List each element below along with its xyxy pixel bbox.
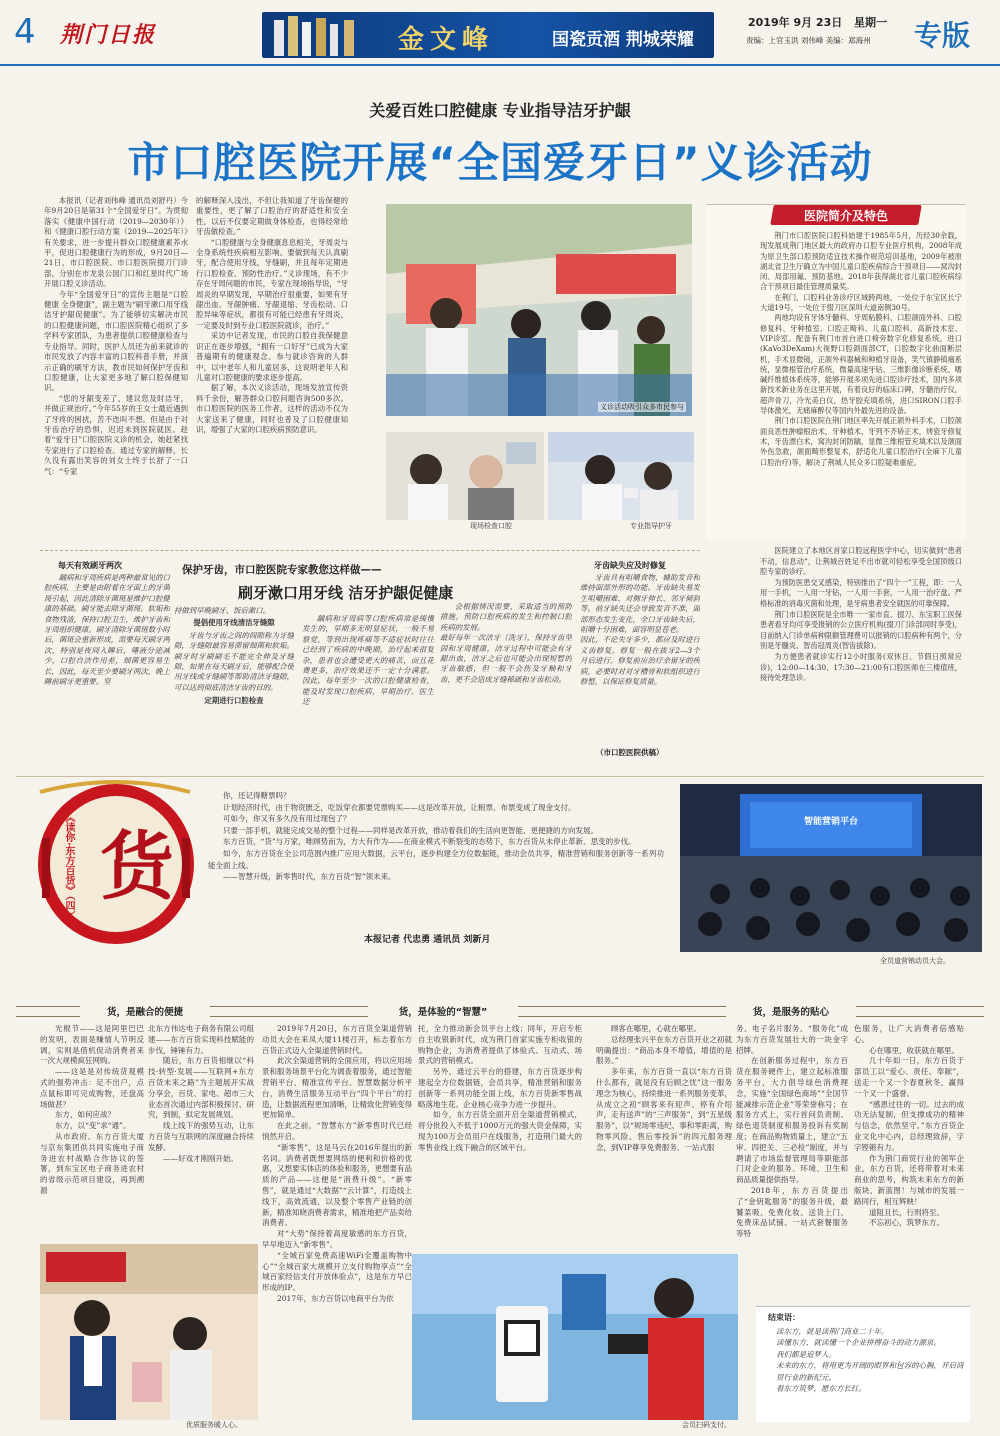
paragraph: 在创新服务过程中，东方百货在服务硬件上，建立起标准服务平台，大力倡导绿色消费理念，实施“全国绿色商场”“全国节能减排示范企业”等荣誉称号；在服务方式上，实行首问负责制、绿色退货制度和服务投诉有奖制度；在商品购物质量上，建立“五审、四把关、三必检”制度，并与聘请了市场监督管理局等职能部门对企业的服务、环境、卫生和商品质量提供指导。	[736, 1056, 848, 1185]
paragraph: 的解释深入浅出，不但让我知道了牙齿保健的重要性，更了解了口腔治疗的舒适性和安全性，以后不仅要定期做身体检查，也得经常给牙齿做检查。”	[196, 196, 348, 237]
epilogue-line: 读懂东方，就读懂一个企业拼搏奋斗的动力源泉。	[776, 1338, 941, 1348]
body-column-6	[736, 1024, 848, 1314]
paragraph: 几十年如一日，东方百货于部员工以“爱心、责任、奉献”，送走一个又一个春夏秋冬，赢得一个又一个盛誉。	[854, 1056, 964, 1098]
section-divider	[16, 776, 984, 777]
hospital-intro-text	[760, 231, 962, 539]
byline: 本报记者 代忠勇 通讯员 刘新月	[364, 935, 491, 945]
screen-text: 智能营销平台	[803, 817, 858, 827]
advert-brand: 金文峰	[398, 25, 495, 55]
paragraph: “您的牙龈变差了，建议您及时洁牙，并做正规治疗。”今年55岁的王女士最近遇到了牙疼的困扰，苦不迭叫不想。但是由于对牙齿治疗的恐惧，迟迟未到医院就医。趁着“爱牙日”口腔医院义诊的机会，她赶紧找专家进行了口腔检查。通过专家的解释，长久没有露出笑容的刘女士终于长舒了一口气：“专家	[44, 393, 188, 476]
newspaper-logo: 荆门日报	[60, 22, 157, 48]
paragraph: ——好戏才刚刚开始。	[163, 1153, 238, 1163]
paragraph: 牙齿与牙齿之间的间隙称为牙缝隙，牙缝隙最容易滞留细菌和软垢。刷牙时牙刷刷毛不能完全伸及牙缝隙，如果在每天刷牙后，能够配合使用牙线或牙缝刷等帮助清洁牙缝隙，可以达到彻底清洁牙齿的目的。	[174, 630, 294, 692]
paragraph: 北东方伟达电子商务有限公司组建——东方百货实现科技赋能的步伐，锤锤有力。	[148, 1024, 254, 1055]
big-character: 货	[100, 824, 174, 910]
paragraph: 多年来，东方百货一直以“东方百货什么都有，就是没有后顾之忧”这一服务理念为核心，持续推进一系列服务变革，从成立之初“顾客来有迎声、停有介绍声，走有送声”的“三声服务”，到“五星级服务”，以“规场零违纪、事和零距离，购物零风险、售后零投诉”的四元服务理念，到VIP尊享免费服务、一站式服	[596, 1067, 732, 1152]
body-column-4	[418, 1024, 582, 1250]
hospital-intro-title-text: 医院简介及特色	[803, 209, 888, 223]
body-column-2	[148, 1024, 254, 1242]
masthead	[0, 0, 1000, 66]
lead-line: 东方百货，“货”与万家，唯顾势而为，方大有作为——在商业模式不断裂变的态势下，东方百货从未停止革新、思变的步伐。	[223, 837, 636, 847]
epilogue-line: 看东方筑梦，愿东方长红。	[776, 1384, 866, 1394]
date: 2019年 9月 23日	[748, 16, 843, 29]
bottles-image	[264, 12, 384, 58]
article-kicker: 关爱百姓口腔健康 专业指导洁牙护龈	[369, 101, 631, 120]
paragraph: 本报讯（记者刘伟峰 通讯员刘舒丹）今年9月20日是第31个“全国爱牙日”。为贯彻落实《健康中国行动（2019—2030年）》和《健康口腔行动方案（2019—2025年）》有关要求，进一步提升群众口腔健康素养水平，促进口腔健康行为的形成，9月20日—21日，市口腔医院、市口腔医院掇刀门诊部，分别在市龙泉公园门口和红星时代广场开展口腔义诊活动。	[44, 196, 188, 289]
paragraph: 荆门市口腔医院口腔科始建于1985年5月，历经30余载，现发展成荆门地区最大的政府办口腔专业医疗机构，2008年成为原卫生部口腔预防适宜技术操作规范培训基地，2009年被原湖北省卫生厅确立为中国儿童口腔疾病综合干预项目——窝沟封闭、局部用氟、预防基地。2018年获得湖北省儿童口腔疾病综合干预项目最佳管理质量奖。	[760, 231, 962, 292]
paragraph: 此次全渠道营销的全面应用，将以应用场景和服务场景平台化为调查着服务，通过智能营销平台、精准宣传平台、智慧数据分析平台，消费生活服务互动平台“四个平台”的打造，让数据流程更加清晰，让精致化营销变得更加简单。	[262, 1056, 412, 1120]
photo-caption: 现场检查口腔	[470, 522, 512, 530]
paragraph: 对“大势”保持着高度敏感的东方百货，早早地迈入“新零售”。	[262, 1229, 412, 1249]
editors: 责编：上官玉洪 刘伟峰 美编：郑海州	[746, 36, 871, 45]
paragraph: 务、电子名片服务、“服务化”成为东方百货发展壮大的一块金字招牌。	[736, 1024, 848, 1055]
paragraph: 东方，如何应战？	[55, 1110, 115, 1120]
paragraph: 如今，东方百货全面开启全渠道营销模式，将分批投入不低于1000万元的强大资金保障，实现为100万会员用户在线服务，打造荆门最大的零售业线上线下融合的区域平台。	[418, 1110, 582, 1152]
paragraph: “口腔健康与全身健康息息相关，牙周炎与全身系统性疾病相互影响。要做到每天认真刷牙，配合使用牙线，牙缝刷，并且每年定期进行口腔检查、预防性治疗。”义诊现场，有不少存在牙周问题的市民，专家在现场指导说，“牙周炎的早期发现，早期治疗很重要，如果有牙龈出血、牙龈肿痛、牙龈退缩、牙齿松动、口腔异味等症状，都很有可能已经患有牙周炎，一定要及时到专业口腔医院就诊，治疗。”	[196, 237, 348, 330]
paragraph: 两地均设有牙体牙髓科、牙周粘膜科、口腔颌面外科、口腔修复科、牙种植室、口腔正畸科、儿童口腔科、高新技术室、VIP诊室。配备有荆门市首台进口椅旁数字化修复系统，进口(KaVo3DeXam)大视野口腔颌面部CT，口腔数字化曲面断层机，手术显微镜，正颌外科器械和种植牙设备，笑气镇静镇痛系统，显微根管治疗系统，微量高速牙钻、三维影像诊断系统、嗜碱纤维植体系统等，能够开展多项先进口腔诊疗技术，国内多项新技术新业务在这里开展，有着良好的临床口碑，牙髓治疗仪，超声骨刀，冷光美白仪，热牙胶充填系统，进口SIRON口腔手导体激光，无痛麻醉仪等国内外最先进的设备。	[760, 313, 962, 416]
paragraph: 为预防医患交叉感染，特别推出了“四个一”工程，即：一人用一手机，一人用一牙钻，一人用一手套，一人用一治疗盘。严格标准的消毒灭菌和处理，是牙病患者安全就医的可靠保障。	[760, 577, 962, 608]
paragraph: 另外，通过云平台的搭建，东方百货逐步构建起全方位数据链，会员共享，精准营销和服务创新等一系列功能全面上线，东方百货新零售战略落地生花。企业核心竞争力进一步提升。	[418, 1067, 582, 1109]
paragraph: 从市政府、东方百货大厦与京东集团供共同实施电子商务进农村战略合作协议的签署，到东宝区电子商务进农村的省级示范项目建设，再到溯源	[40, 1131, 144, 1195]
hospital-intro-text-cont	[760, 546, 962, 766]
photo-clinic-event	[386, 204, 692, 416]
lead-line: 你，还记得糖票吗？	[223, 791, 291, 800]
lead-line: 计划经济时代，由于物资匮乏，吃饭穿衣都要凭票购买——这是改革开放，让粮票、布票变成了现金支付。	[223, 802, 576, 812]
photo-caption: 优质服务暖人心。	[186, 1421, 242, 1429]
paragraph: 作为荆门商贸行业的领军企业，东方百货，还将带着对未来商业的思考，构筑未来东方的新版块、新蓝图！与城市的发展一路同行，相互辉映！	[854, 1153, 964, 1206]
divider	[40, 550, 700, 551]
paragraph: 色服务，让广大消费者倍感贴心。	[854, 1024, 964, 1044]
section-label: 专版	[914, 19, 971, 52]
paragraph: “感恩过往的一切。过去的成功无法复制，但支撑成功的精神与信念，依然坚守。”东方百货企业文化中心内，总经理致辞，字字铿锵有力。	[854, 1099, 964, 1152]
lead-line: 可如今，你又有多久没有用过现包了？	[223, 814, 351, 824]
tips-column-1	[174, 606, 294, 762]
body-column-7	[854, 1024, 964, 1300]
body-column-1	[40, 1024, 144, 1242]
paragraph: 总经理张兴平在东方百货开业之初就明确提出：“商品本身不增值，增值的是服务。”	[596, 1034, 732, 1066]
article-headline: 市口腔医院开展“全国爱牙日”义诊活动	[127, 138, 873, 187]
epilogue-line: 我们都是追梦人。	[776, 1349, 836, 1359]
tips-column-3: 会根据情况需要，采取适当的预防措施，预防口腔疾病的发生和控制口腔疾病的发展。 最好每年一次洁牙（洗牙），保持牙齿坚固和牙周健康，洁牙过程中可能会有牙龈出血，洁牙之后也可能会出现短暂的牙齿敏感，但一般不会伤及牙釉和牙齿，更不会造成牙缝稀疏和牙齿松动。	[440, 602, 572, 684]
paragraph: 持做到早晚刷牙、饭后漱口。	[174, 606, 271, 615]
lead-line: 如今，东方百货在全公司范围内推广应用大数据，云平台，逐步构建全方位数据链，推动会员共享，精准营销和服务创新等一系列功能全面上线。	[208, 848, 664, 870]
tips-source: （市口腔医院供稿）	[596, 748, 664, 757]
advert-slogan: 国瓷贡酒 荆城荣耀	[552, 30, 694, 50]
photo-caption: 会员扫码支付。	[682, 1421, 731, 1429]
photo-brushing-demo	[548, 432, 694, 520]
paragraph: 线上线下的强势互动，让东方百货与互联网的深度融合持续发酵。	[148, 1121, 254, 1152]
tip-repair-text: 牙齿具有咀嚼食物、辅助发音和维持面部外形的功能。牙齿缺失易发生咀嚼困难、对侧牙伸长、邻牙倾斜等。前牙缺失还会导致发音不准，面部形态发生变化，全口牙齿缺失后，咀嚼十分困难，面容明显苍老。 因此，不论失牙多少，都应及时进行义齿修复。修复一般在拔牙2—3个月后进行。修复前应治疗余留牙的疾病，必要时对对牙槽骨和软组织进行修整，以保证修复质量。	[580, 573, 700, 687]
paragraph: 为方便患者就诊实行12小时服务(双休日、节假日照常应诊)，12:00—14:30、17:30—21:00有口腔医师在三楼值班，接待处理急诊。	[760, 651, 962, 683]
lead-paragraphs	[208, 790, 664, 924]
advert-banner	[262, 12, 714, 58]
paragraph: 在荆门，口腔科业务诊疗区域跨两地，一处位于东宝区长宁大道19号，一处位于掇刀区深圳大道南侧30号。	[760, 292, 962, 313]
epilogue-line: 未来的东方，将用更为开阔的眼界和包容的心胸，开启商贸行业的新纪元。	[776, 1361, 964, 1382]
tips-kicker: 保护牙齿，市口腔医院专家教您这样做——	[182, 564, 382, 576]
paragraph: 托，全力推动新会员平台上线；同年，开启专柜自主收银新时代，成为荆门首家实施专柜收银的购物企业，为消费者提供了体验式、互动式、场景式的营销模式。	[418, 1024, 582, 1066]
lead-line: 只要一部手机，就能完成交易的整个过程——同样是改革开放，推动着我们的生活向更智能、更便捷的方向发展。	[223, 825, 598, 835]
photo-caption: 专业指导护牙	[630, 522, 672, 530]
paragraph: 东方，以“变”求“通”。	[55, 1121, 131, 1131]
paragraph: 心在哪里，收获就在哪里。	[869, 1045, 959, 1055]
paragraph: “新零售”，这是马云在2016年提出的新名词。消费者既想要网络的便利和价格的优惠，又想要实体店的体验和服务，更想要有品质的产品——这便是“消费升级”。“新零售”，就是通过“大数据”“云计算”，打造线上线下，高效流通，以及整个零售产业链的创新，精准知晓消费者需求，精准地把产品卖给消费者。	[262, 1142, 412, 1228]
paragraph: 荆门市口腔医院是全市唯一一家市直、掇刀、东宝职工医保患者看牙均可享受报销的公立医疗机构(掇刀门诊部同时享受)，目前纳入门诊单病种限额管理费可以报销的口腔病种有两个，分别是牙髓炎、智齿冠周炎(智齿拔除)。	[760, 609, 962, 651]
body-column-3	[262, 1024, 412, 1420]
paragraph: 顾客在哪里，心就在哪里。	[611, 1024, 701, 1033]
heading-service: 货，是服务的贴心	[726, 1004, 856, 1018]
paragraph: 2017年，东方百货以电商平台为依	[277, 1293, 394, 1303]
tips-column-2: 龋病和牙周病等口腔疾病常是缓慢发生的，早期多无明显症状，一般不易察觉，等到出现疼痛等不适症状时往往已经到了疾病的中晚期，治疗起来很复杂，患者也会遭受更大的痛苦，而且花费更多，治疗效果还不一定十分满意。因此，每年至少一次的口腔健康检查，能及时发现口腔疾病，早期治疗。医生还	[302, 614, 434, 707]
subheading: 定期进行口腔检查	[204, 696, 264, 706]
paragraph: 今年“全国爱牙日”的宣传主题是“口腔健康 全身健康”，副主题为“刷牙漱口用牙线 洁牙护龈促健康”。为了能够切实解决市民的口腔健康问题，市口腔医院精心组织了多学科专家团队，为患者提供口腔健康检查与专业指导。同时，医护人员还为前来就诊的市民发放了内容丰富的口腔科普手册，并演示正确的刷牙方法，教市民如何保护牙齿和口腔健康，让大家更多地了解口腔保健知识。	[44, 289, 188, 393]
epilogue-line: 读东方，就是读荆门商业二十年。	[776, 1327, 889, 1336]
tip-title-brush: 每天有效刷牙两次	[58, 561, 122, 570]
series-title: 《读你·东方百货》（四）	[63, 812, 74, 921]
epilogue-lines	[776, 1326, 968, 1394]
body-column-5	[596, 1024, 732, 1250]
paragraph: 光棍节——这是阿里巴巴的发明，表面是赚情人节明反调，实则是借机促动消费者来一次大规模疯狂网购。	[40, 1024, 144, 1066]
heading-experience: 货，是体验的“智慧”	[368, 1004, 518, 1018]
tip-title-repair: 牙齿缺失应及时修复	[594, 561, 666, 570]
heading-convenience: 货，是融合的便捷	[80, 1004, 210, 1018]
photo-caption: 全员道营销动员大会。	[880, 957, 950, 965]
lead-line: ——智慧升级，新零售时代，东方百货“智”领未来。	[223, 872, 396, 882]
paragraph: ——这是是对传统货观模式的强势冲击：足不出户，点点鼠标即可完成购物，还盘高场做甚？	[40, 1067, 144, 1109]
paragraph: 荆门市口腔医院在荆门地区率先开展正颌外科手术，口腔颌面良恶性肿瘤根治术，牙种植术，牙列不齐矫正术，烤瓷牙修复术，牙齿漂白术，窝沟封闭防龋，显微三维根管充填术以及颌面外伤急救，颌面畸形整复术，舒适化儿童口腔治疗(全麻下儿童口腔治疗)等，解决了荆城人民众多口腔疑难重症。	[760, 416, 962, 467]
paragraph: 医院建立了本地区首家口腔远程医学中心，切实做到“患者不动，信息动”，让荆城百姓足不出市就可轻松享受全国顶级口腔专家的诊疗。	[760, 546, 962, 577]
paragraph: 不忘初心，筑梦东方。	[869, 1218, 944, 1228]
tips-headline: 刷牙漱口用牙线 洁牙护龈促健康	[238, 584, 454, 602]
paragraph: 2019年7月20日，东方百货全渠道营销动员大会在来凤大厦11楼召开，标志着东方百货正式迈入全渠道营销时代。	[262, 1024, 412, 1055]
article-column-2	[196, 196, 348, 532]
page-number: 4	[14, 12, 36, 52]
epilogue-title: 结束语：	[768, 1313, 800, 1322]
subheading: 提倡使用牙线清洁牙缝隙	[193, 618, 275, 628]
photo-service-staff	[40, 1244, 258, 1420]
photo-mouth-check	[386, 432, 544, 520]
paragraph: 据了解，本次义诊活动，现场发放宣传资料千余份，解答群众口腔问题咨询500多次。市口腔医院的医务工作者，这样的活动不仅为大家送来了健康，同时也普及了口腔健康知识，增强了大家的口腔疾病预防意识。	[196, 383, 348, 434]
photo-caption: 义诊活动吸引众多市民参与	[600, 403, 684, 411]
photo-mobilization-meeting	[680, 784, 982, 952]
paragraph: 采访中记者发现，市民的口腔自我保健意识正在逐步增强，“拥有一口好牙”已成为大家普遍期有的健康观念。参与就诊咨询的人群中，以中老年人和儿童居多，这说明老年人和儿童对口腔健康的要求逐步提高。	[196, 331, 348, 382]
article-column-1	[44, 196, 188, 532]
paragraph: 在此之前，“智慧东方”新零售时代已经悄然开启。	[262, 1121, 412, 1141]
paragraph: 2018年，东方百货提出了“金钥匙服务”的服务升级，最饕菜吸、免费化妆、送货上门、免费床品试铺、一站式套餐服务等特	[736, 1185, 848, 1239]
weekday: 星期一	[854, 16, 887, 29]
photo-qr-payment	[412, 1254, 738, 1420]
paragraph: 道阻且长，行则将至。	[869, 1207, 944, 1217]
tip-brush-text: 龋病和牙周疾病是两种最常见的口腔疾病，主要是由附着在牙面上的牙菌斑引起，因此清除牙菌斑是维护口腔健康的基础。刷牙能去除牙菌斑、软垢和食物残渣，保持口腔卫生，维护牙齿和牙周组织健康。刷牙清除牙菌斑数小时后，菌斑会重新形成，需要每天刷牙两次，特别是夜间入睡后，唾液分泌减少，口腔自洁作用差，细菌更容易生长，因此，每天至少要刷牙两次，晚上睡前刷牙更重要。坚	[44, 573, 170, 687]
paragraph: “全城百家免费高速WiFi全覆盖购物中心”“全城百家大规模开立支付购物享点”“全城百家经信支付开放体验点”，这是东方早已形成的IP。	[262, 1250, 412, 1293]
paragraph: 随后，东方百货相继以“科技·转型·发展——互联网+东方百货未来之路”为主题展开实战分享会，百货、家电、超市三大业态首次通过内部积极探讨、研究，到制，拟定发展规划。	[148, 1056, 254, 1120]
